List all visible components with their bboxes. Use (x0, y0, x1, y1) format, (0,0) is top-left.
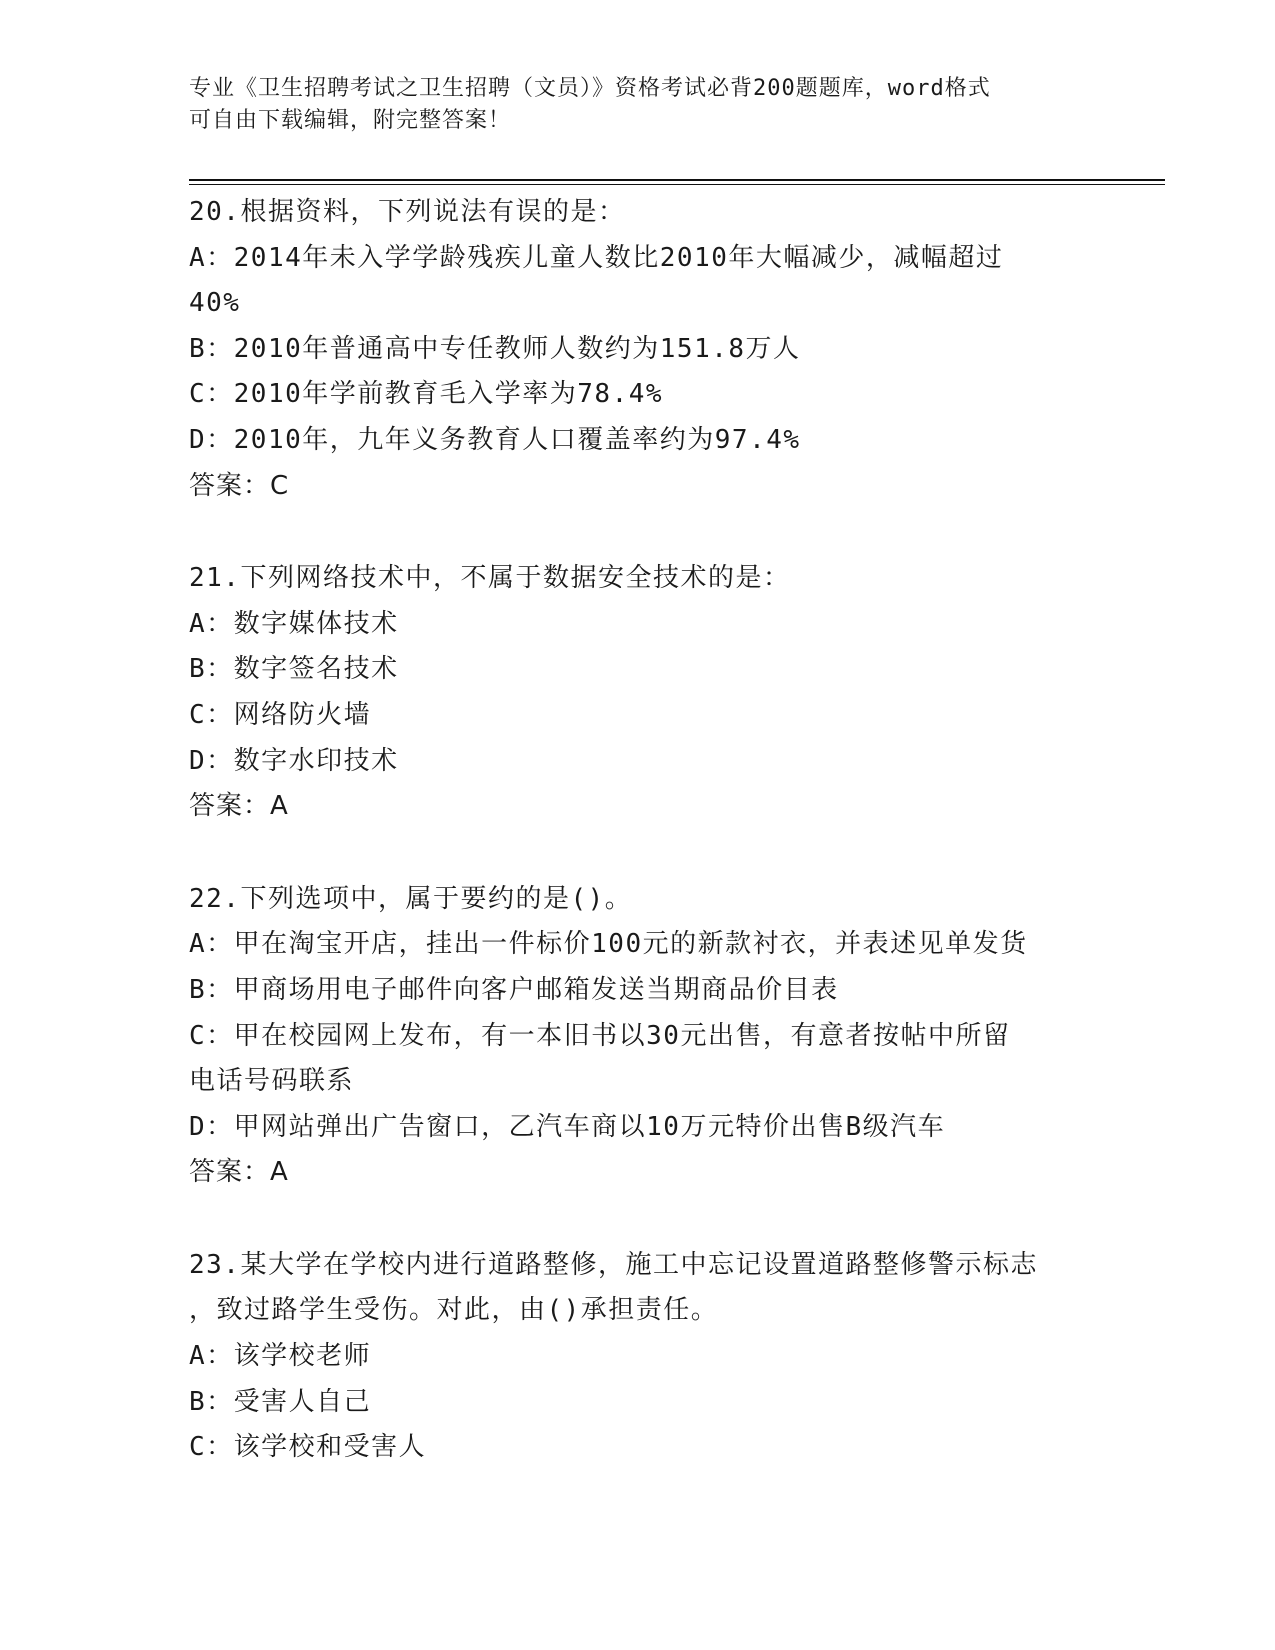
question-20 (189, 190, 1089, 509)
option-b: B：受害人自己 (189, 1386, 372, 1417)
question-stem-continued: ，致过路学生受伤。对此，由()承担责任。 (189, 1295, 719, 1326)
option-d: D：数字水印技术 (189, 745, 399, 776)
option-a-continued: 40% (189, 288, 241, 319)
document-header (189, 73, 1089, 137)
answer: 答案：A (189, 1157, 289, 1188)
option-b: B：甲商场用电子邮件向客户邮箱发送当期商品价目表 (189, 974, 839, 1005)
question-stem: 22.下列选项中，属于要约的是()。 (189, 883, 633, 914)
question-stem: 23.某大学在学校内进行道路整修，施工中忘记设置道路整修警示标志 (189, 1249, 1038, 1280)
option-c: C：网络防火墙 (189, 699, 372, 730)
answer: 答案：A (189, 791, 289, 822)
option-c-continued: 电话号码联系 (189, 1066, 355, 1097)
question-list (189, 190, 1089, 1518)
option-a: A：数字媒体技术 (189, 608, 399, 639)
option-c: C：该学校和受害人 (189, 1432, 427, 1463)
answer: 答案：C (189, 470, 290, 501)
option-d: D：2010年，九年义务教育人口覆盖率约为97.4% (189, 424, 801, 455)
question-22 (189, 877, 1089, 1196)
option-b: B：2010年普通高中专任教师人数约为151.8万人 (189, 333, 801, 364)
question-stem: 20.根据资料，下列说法有误的是： (189, 197, 626, 227)
option-b: B：数字签名技术 (189, 654, 399, 685)
option-a: A：甲在淘宝开店，挂出一件标价100元的新款衬衣，并表述见单发货 (189, 929, 1028, 960)
header-line-1: 专业《卫生招聘考试之卫生招聘（文员）》资格考试必背200题题库，word格式 (189, 76, 991, 101)
header-divider-thin (189, 184, 1165, 185)
header-line-2: 可自由下载编辑，附完整答案！ (189, 108, 512, 133)
header-divider-thick (189, 179, 1165, 181)
question-23 (189, 1243, 1089, 1471)
question-21 (189, 556, 1089, 830)
option-c: C：甲在校园网上发布，有一本旧书以30元出售，有意者按帖中所留 (189, 1020, 1011, 1051)
option-c: C：2010年学前教育毛入学率为78.4% (189, 379, 664, 410)
option-a: A：该学校老师 (189, 1341, 372, 1372)
option-a: A：2014年未入学学龄残疾儿童人数比2010年大幅减少，减幅超过 (189, 242, 1004, 273)
option-d: D：甲网站弹出广告窗口，乙汽车商以10万元特价出售B级汽车 (189, 1111, 946, 1142)
question-stem: 21.下列网络技术中，不属于数据安全技术的是： (189, 563, 791, 594)
